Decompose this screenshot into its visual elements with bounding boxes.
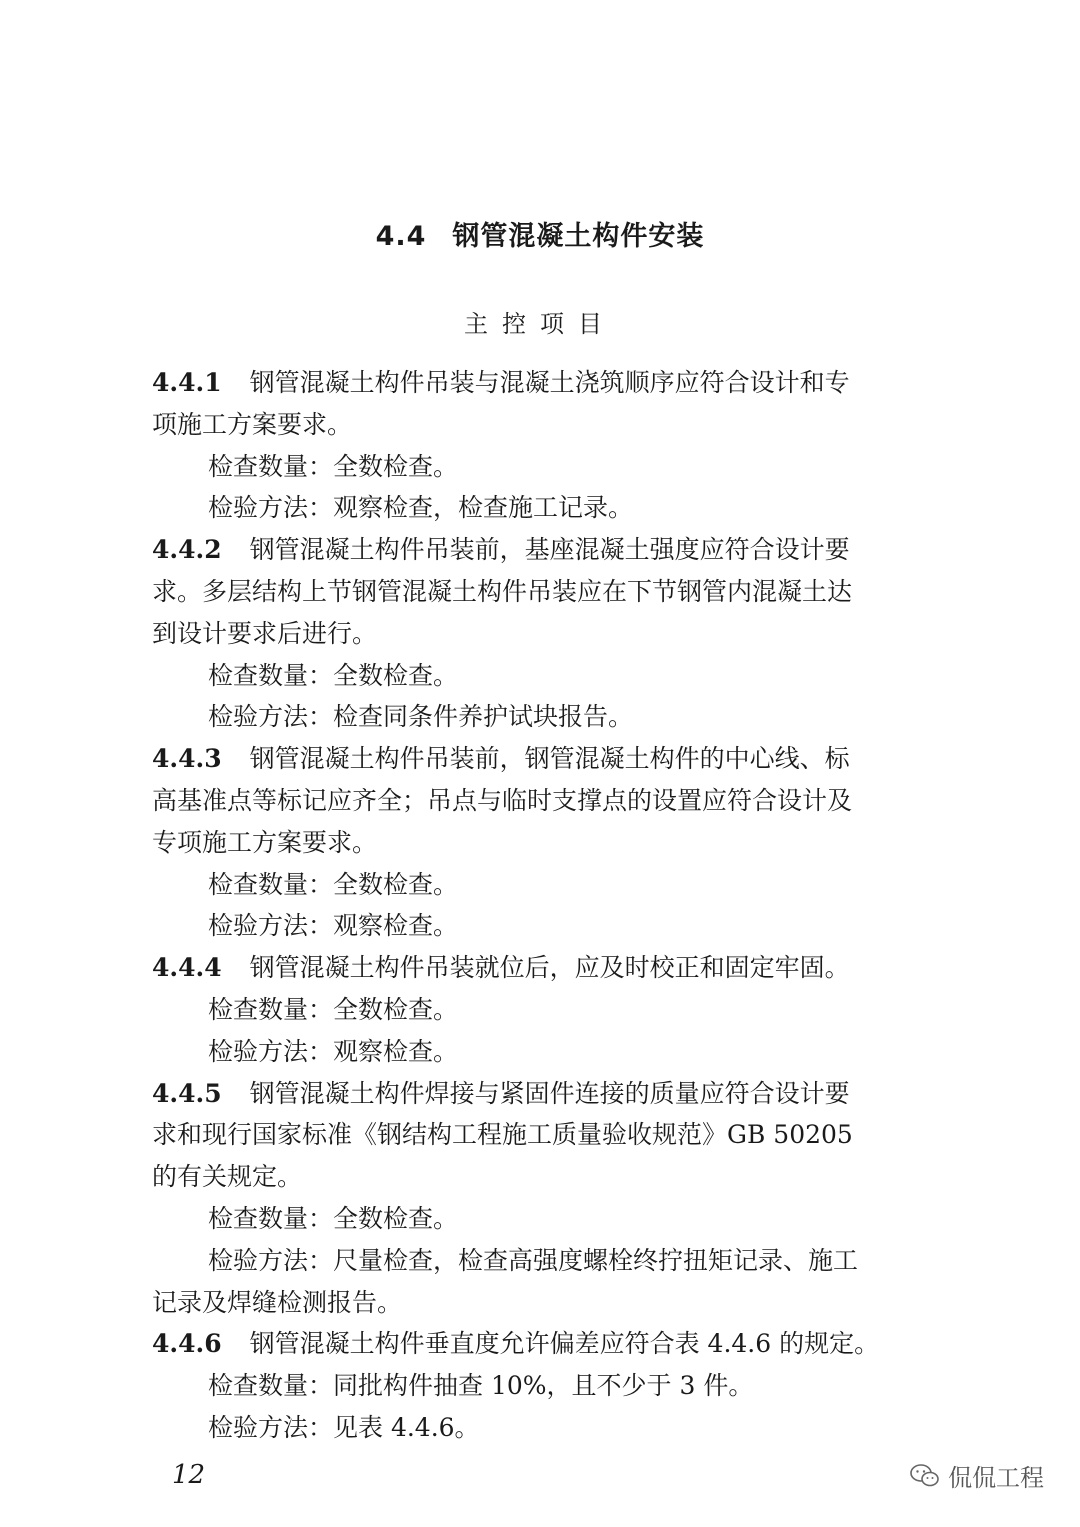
check-method-line: 检验方法：观察检查。 xyxy=(208,1036,459,1066)
check-method-line: 检验方法：观察检查，检查施工记录。 xyxy=(208,493,634,523)
section-number: 4.4 xyxy=(375,221,427,252)
clause-text: 钢管混凝土构件焊接与紧固件连接的质量应符合设计要 xyxy=(249,1078,850,1108)
check-quantity-line: 检查数量：全数检查。 xyxy=(208,994,459,1024)
clause-list xyxy=(152,362,938,1449)
clause-first-line xyxy=(152,738,938,780)
clause-number: 4.4.2 xyxy=(152,535,222,565)
check-method-line: 检验方法：见表 4.4.6。 xyxy=(208,1412,480,1442)
check-method-line: 检验方法：观察检查。 xyxy=(208,911,459,941)
clause-continuation-line: 求和现行国家标准《钢结构工程施工质量验收规范》GB 50205 xyxy=(152,1120,853,1150)
clause-text: 钢管混凝土构件垂直度允许偏差应符合表 4.4.6 的规定。 xyxy=(249,1329,880,1359)
check-method-line: 检验方法：尺量检查，检查高强度螺栓终拧扭矩记录、施工 xyxy=(208,1245,859,1275)
section-title xyxy=(0,214,1080,253)
check-method-line: 检验方法：检查同条件养护试块报告。 xyxy=(208,702,634,732)
wechat-icon xyxy=(910,1463,940,1489)
clause-first-line xyxy=(152,1323,938,1365)
clause-first-line xyxy=(152,362,938,404)
clause-text: 钢管混凝土构件吊装与混凝土浇筑顺序应符合设计和专 xyxy=(249,368,850,397)
clause-first-line xyxy=(152,529,938,571)
clause-number: 4.4.3 xyxy=(152,744,222,774)
check-quantity-line: 检查数量：全数检查。 xyxy=(208,451,459,481)
clause-continuation-line: 到设计要求后进行。 xyxy=(152,618,378,648)
clause-continuation-line: 项施工方案要求。 xyxy=(152,409,353,439)
clause-continuation-line: 的有关规定。 xyxy=(152,1162,303,1192)
clause-number: 4.4.6 xyxy=(152,1329,222,1359)
clause-continuation-line: 求。多层结构上节钢管混凝土构件吊装应在下节钢管内混凝土达 xyxy=(152,576,853,606)
clause-text: 钢管混凝土构件吊装前，钢管混凝土构件的中心线、标 xyxy=(249,744,850,774)
clause-text: 钢管混凝土构件吊装前，基座混凝土强度应符合设计要 xyxy=(249,535,850,565)
check-quantity-line: 检查数量：全数检查。 xyxy=(208,660,459,690)
clause-continuation-line: 高基准点等标记应齐全；吊点与临时支撑点的设置应符合设计及 xyxy=(152,785,853,815)
watermark xyxy=(910,1458,1044,1493)
check-quantity-line: 检查数量：同批构件抽查 10%，且不少于 3 件。 xyxy=(208,1371,754,1401)
clause-first-line xyxy=(152,1073,938,1115)
check-quantity-line: 检查数量：全数检查。 xyxy=(208,869,459,899)
clause-text: 钢管混凝土构件吊装就位后，应及时校正和固定牢固。 xyxy=(249,953,850,983)
check-quantity-line: 检查数量：全数检查。 xyxy=(208,1203,459,1233)
watermark-text: 侃侃工程 xyxy=(948,1464,1044,1492)
clause-first-line xyxy=(152,947,938,989)
section-title-text: 钢管混凝土构件安装 xyxy=(452,221,705,252)
clause-continuation-line: 专项施工方案要求。 xyxy=(152,827,378,857)
clause-number: 4.4.4 xyxy=(152,953,222,983)
check-method-line: 记录及焊缝检测报告。 xyxy=(152,1287,403,1317)
clause-number: 4.4.5 xyxy=(152,1078,222,1108)
clause-number: 4.4.1 xyxy=(152,368,222,397)
page-number: 12 xyxy=(172,1460,206,1490)
subsection-heading: 主控项目 xyxy=(464,310,616,338)
